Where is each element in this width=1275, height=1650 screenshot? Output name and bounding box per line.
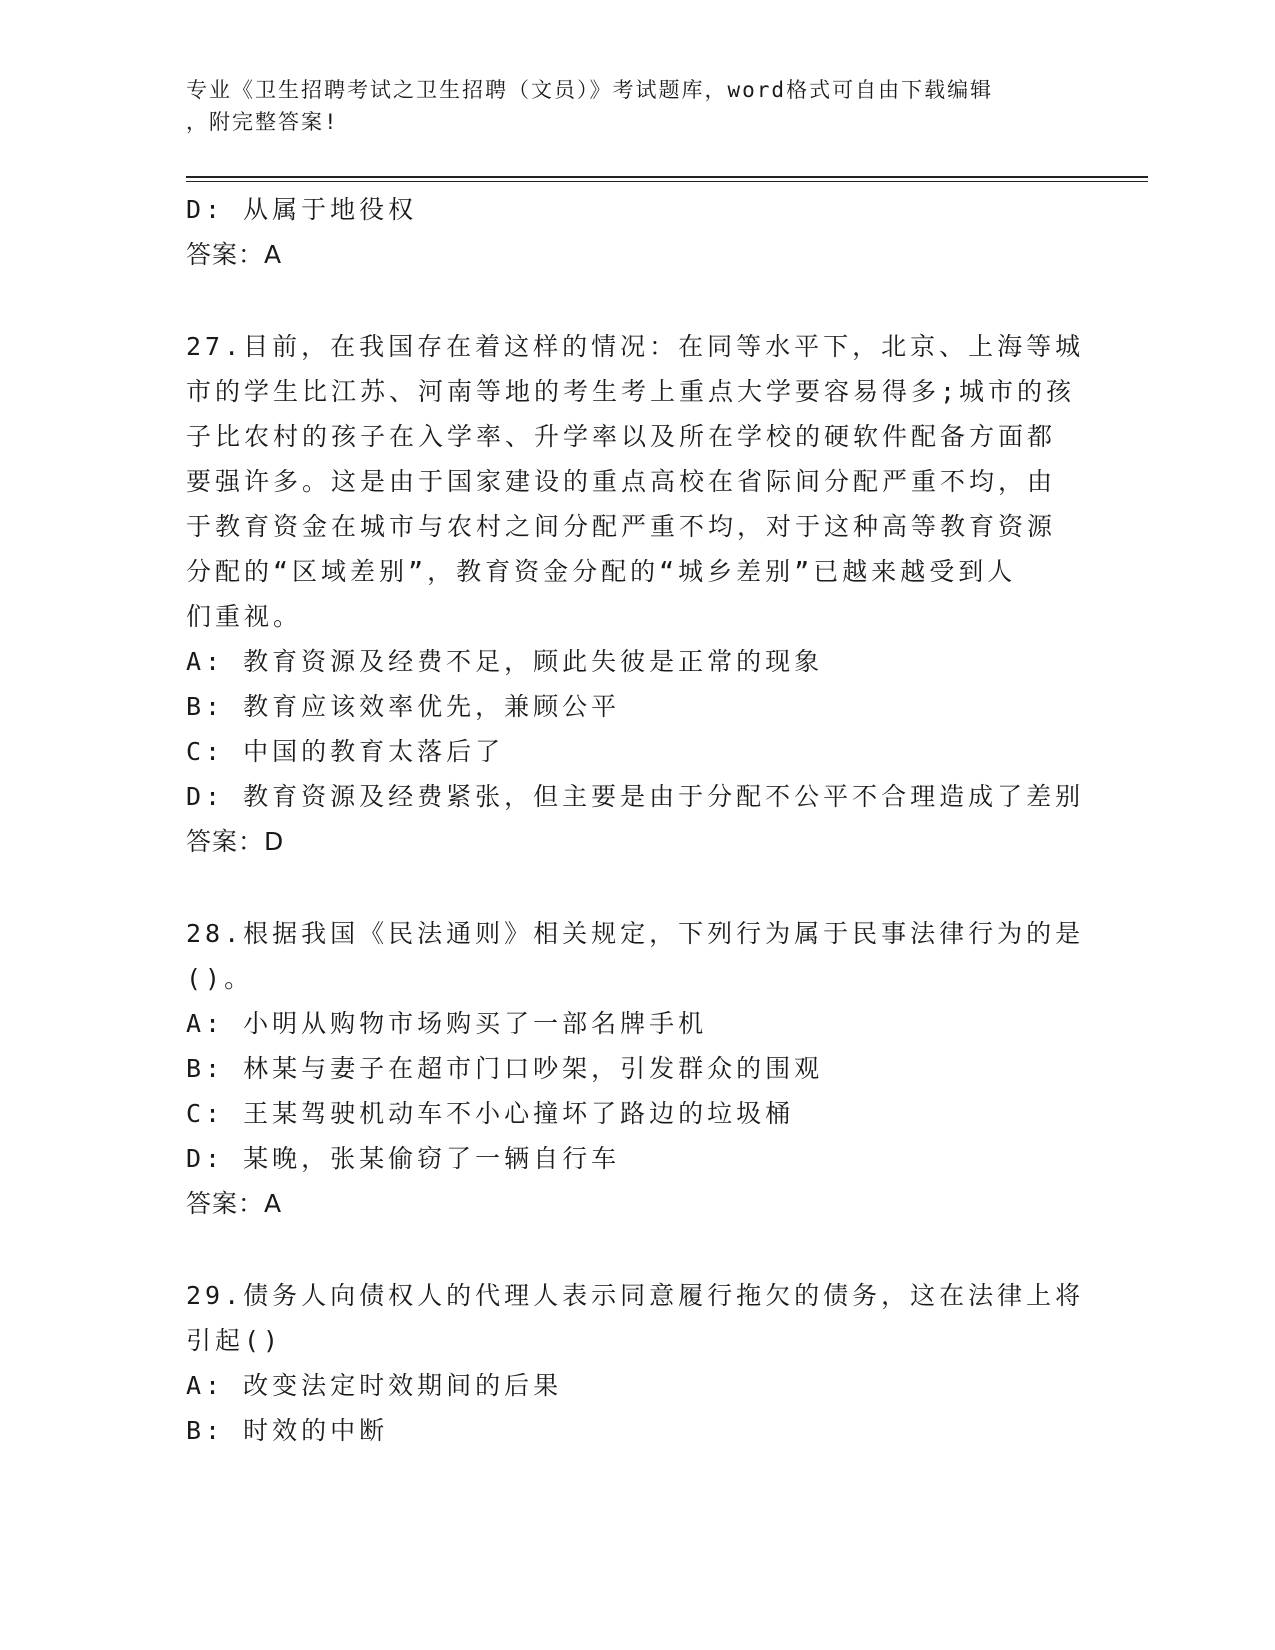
q27-answer: 答案：D	[186, 827, 285, 856]
question-27	[186, 324, 1086, 864]
q27-option-a: A: 教育资源及经费不足，顾此失彼是正常的现象	[186, 647, 824, 676]
spacer	[186, 1226, 1086, 1273]
q27-stem-line: 要强许多。这是由于国家建设的重点高校在省际间分配严重不均，由	[186, 467, 1057, 496]
q27-stem-line: 于教育资金在城市与农村之间分配严重不均，对于这种高等教育资源	[186, 512, 1057, 541]
q27-option-c: C: 中国的教育太落后了	[186, 737, 505, 766]
q28-option-c: C: 王某驾驶机动车不小心撞坏了路边的垃圾桶	[186, 1099, 795, 1128]
q29-stem-line: 引起()	[186, 1326, 283, 1355]
q27-stem-line: 子比农村的孩子在入学率、升学率以及所在学校的硬软件配备方面都	[186, 422, 1057, 451]
header-line-1: 专业《卫生招聘考试之卫生招聘（文员）》考试题库，word格式可自由下载编辑	[186, 78, 994, 102]
q27-stem-line: 市的学生比江苏、河南等地的考生考上重点大学要容易得多;城市的孩	[186, 377, 1076, 406]
q27-stem-line: 27.目前，在我国存在着这样的情况：在同等水平下，北京、上海等城	[186, 332, 1085, 361]
question-28	[186, 911, 1086, 1226]
spacer	[186, 864, 1086, 911]
q27-stem-line: 们重视。	[186, 602, 303, 631]
q27-option-b: B: 教育应该效率优先，兼顾公平	[186, 692, 621, 721]
q28-option-a: A: 小明从购物市场购买了一部名牌手机	[186, 1009, 708, 1038]
q29-option-b: B: 时效的中断	[186, 1416, 389, 1445]
header-divider-thick	[186, 176, 1148, 178]
header-line-2: ，附完整答案!	[186, 110, 339, 134]
q28-stem-line: ()。	[186, 964, 254, 993]
question-content	[186, 187, 1086, 1453]
q27-option-d: D: 教育资源及经费紧张，但主要是由于分配不公平不合理造成了差别	[186, 782, 1085, 811]
document-header	[186, 74, 1066, 138]
spacer	[186, 277, 1086, 324]
q28-stem-line: 28.根据我国《民法通则》相关规定，下列行为属于民事法律行为的是	[186, 919, 1085, 948]
header-divider-thin	[186, 181, 1148, 182]
q28-option-b: B: 林某与妻子在超市门口吵架，引发群众的围观	[186, 1054, 824, 1083]
q29-stem-line: 29.债务人向债权人的代理人表示同意履行拖欠的债务，这在法律上将	[186, 1281, 1085, 1310]
q27-stem-line: 分配的“区域差别”，教育资金分配的“城乡差别”已越来越受到人	[186, 557, 1017, 586]
q28-answer: 答案：A	[186, 1189, 283, 1218]
q29-option-a: A: 改变法定时效期间的后果	[186, 1371, 563, 1400]
q26-answer: 答案：A	[186, 240, 283, 269]
question-29	[186, 1273, 1086, 1453]
q28-option-d: D: 某晚，张某偷窃了一辆自行车	[186, 1144, 621, 1173]
q26-option-d: D: 从属于地役权	[186, 195, 418, 224]
